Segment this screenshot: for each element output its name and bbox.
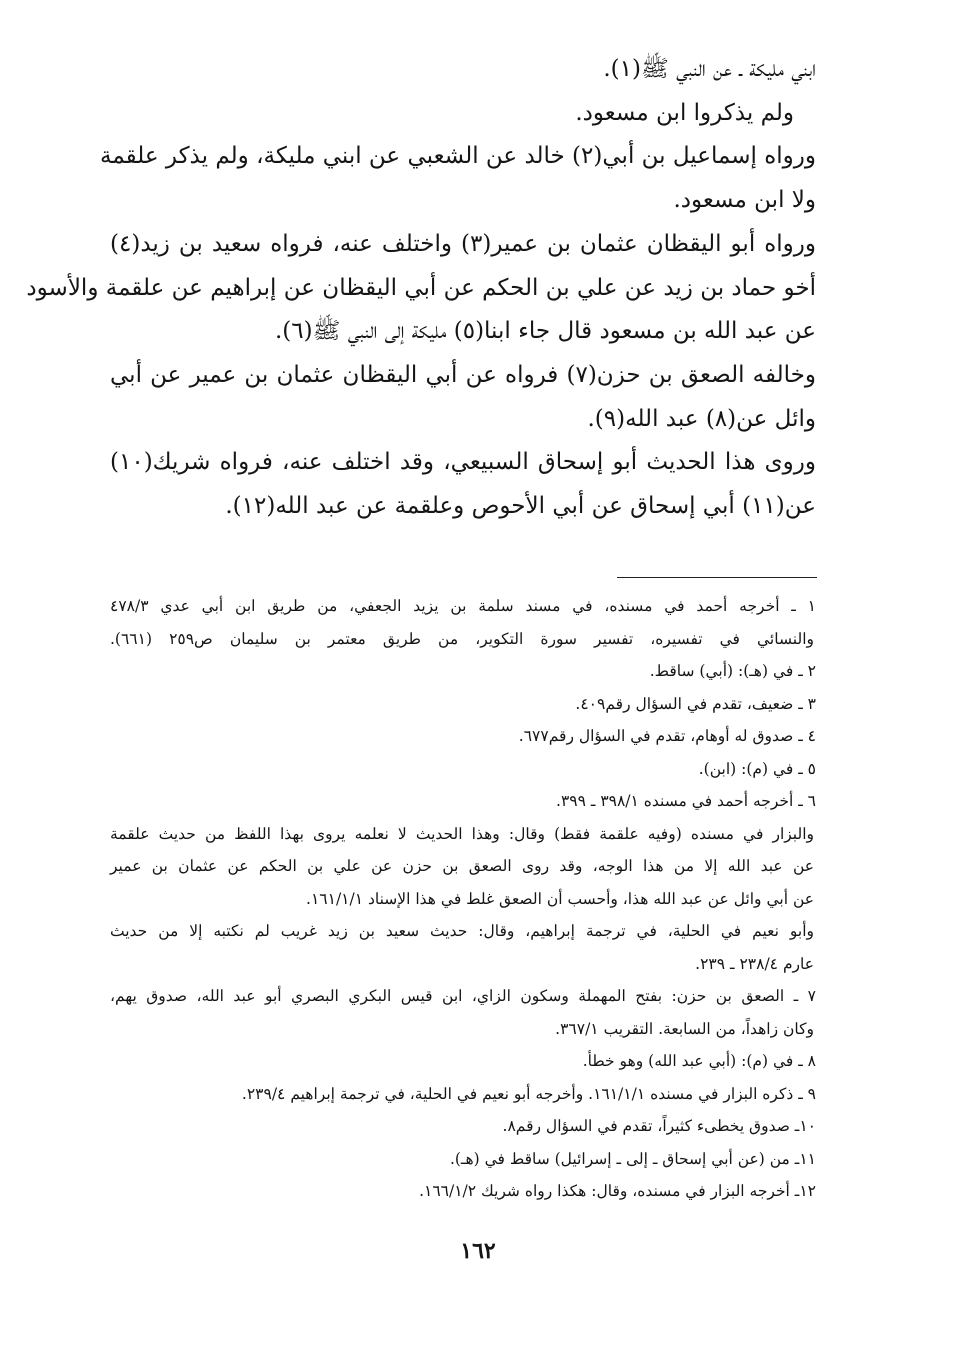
main-text bbox=[26, 48, 816, 529]
text-line: عن عبد الله بن مسعود قال جاء ابنا(٥) مليكة إلى النبي ﷺ(٦). bbox=[274, 318, 816, 345]
text-line: ورواه أبو اليقظان عثمان بن عمير(٣) واختلف عنه، فرواه سعيد بن زيد(٤) bbox=[110, 230, 816, 257]
footnote-line: عن عبد الله إلا من هذا الوجه، وقد روى الصعق بن حزن عن علي بن الحكم عن عثمان بن عمير bbox=[110, 857, 814, 875]
footnote-line: ٩ ـ ذكره البزار في مسنده ١٦١/١/١. وأخرجه أبو نعيم في الحلية، في ترجمة إبراهيم ٢٣٩/٤. bbox=[241, 1084, 816, 1103]
footnote-separator bbox=[617, 577, 817, 578]
text-line: ولم يذكروا ابن مسعود. bbox=[575, 99, 794, 126]
footnote-line: ١٢ـ أخرجه البزار في مسنده، وقال: هكذا رواه شريك ١٦٦/١/٢. bbox=[419, 1182, 816, 1200]
text-line: وروى هذا الحديث أبو إسحاق السبيعي، وقد اختلف عنه، فرواه شريك(١٠) bbox=[110, 449, 816, 476]
footnote-line: ٤ ـ صدوق له أوهام، تقدم في السؤال رقم٦٧٧. bbox=[518, 727, 816, 745]
footnote-line: وكان زاهداً، من السابعة. التقريب ٣٦٧/١. bbox=[555, 1019, 814, 1038]
footnotes bbox=[110, 590, 816, 1208]
footnote-line: والنسائي في تفسيره، تفسير سورة التكوير، من طريق معتمر بن سليمان ص٢٥٩ (٦٦١). bbox=[110, 629, 814, 648]
footnote-line: والبزار في مسنده (وفيه علقمة فقط) وقال: وهذا الحديث لا نعلمه يروى بهذا اللفظ من حديث علقمة bbox=[110, 824, 814, 843]
footnote-line: ٨ ـ في (م): (أبي عبد الله) وهو خطأ. bbox=[582, 1052, 816, 1070]
footnote-line: ٧ ـ الصعق بن حزن: بفتح المهملة وسكون الزاي، ابن قيس البكري البصري أبو عبد الله، صدوق يهم، bbox=[110, 987, 816, 1005]
footnote-line: عن أبي وائل عن عبد الله هذا، وأحسب أن الصعق غلط في هذا الإسناد ١٦١/١/١. bbox=[306, 889, 814, 908]
page-number: ١٦٢ bbox=[460, 1238, 496, 1264]
footnote-line: ١٠ـ صدوق يخطىء كثيراً، تقدم في السؤال رقم٨. bbox=[502, 1117, 816, 1135]
text-line: ولا ابن مسعود. bbox=[673, 187, 816, 214]
text-line: وخالفه الصعق بن حزن(٧) فرواه عن أبي اليقظان عثمان بن عمير عن أبي bbox=[110, 361, 816, 388]
text-line: عن(١١) أبي إسحاق عن أبي الأحوص وعلقمة عن عبد الله(١٢). bbox=[225, 493, 816, 520]
text-line: ورواه إسماعيل بن أبي(٢) خالد عن الشعبي عن ابني مليكة، ولم يذكر علقمة bbox=[100, 143, 816, 170]
footnote-line: ١١ـ من (عن أبي إسحاق ـ إلى ـ إسرائيل) ساقط في (هـ). bbox=[449, 1149, 816, 1168]
footnote-line: ٣ ـ ضعيف، تقدم في السؤال رقم٤٠٩. bbox=[575, 694, 816, 713]
footnote-line: ٥ ـ في (م): (ابن). bbox=[698, 759, 816, 778]
text-line: أخو حماد بن زيد عن علي بن الحكم عن أبي اليقظان عن إبراهيم عن علقمة والأسود bbox=[26, 274, 816, 301]
footnote-line: ٢ ـ في (هـ): (أبي) ساقط. bbox=[649, 662, 816, 680]
text-line: ابني مليكة ـ عن النبي ﷺ(١). bbox=[603, 56, 816, 82]
text-line: وائل عن(٨) عبد الله(٩). bbox=[587, 405, 816, 432]
footnote-line: ٦ ـ أخرجه أحمد في مسنده ٣٩٨/١ ـ ٣٩٩. bbox=[556, 792, 816, 810]
footnote-line: وأبو نعيم في الحلية، في ترجمة إبراهيم، وقال: حديث سعيد بن زيد غريب لم نكتبه إلا من حديث bbox=[110, 922, 814, 940]
footnote-line: ١ ـ أخرجه أحمد في مسنده، في مسند سلمة بن يزيد الجعفي، من طريق ابن أبي عدي ٤٧٨/٣ bbox=[110, 597, 816, 615]
footnote-line: عارم ٢٣٨/٤ ـ ٢٣٩. bbox=[695, 954, 814, 973]
